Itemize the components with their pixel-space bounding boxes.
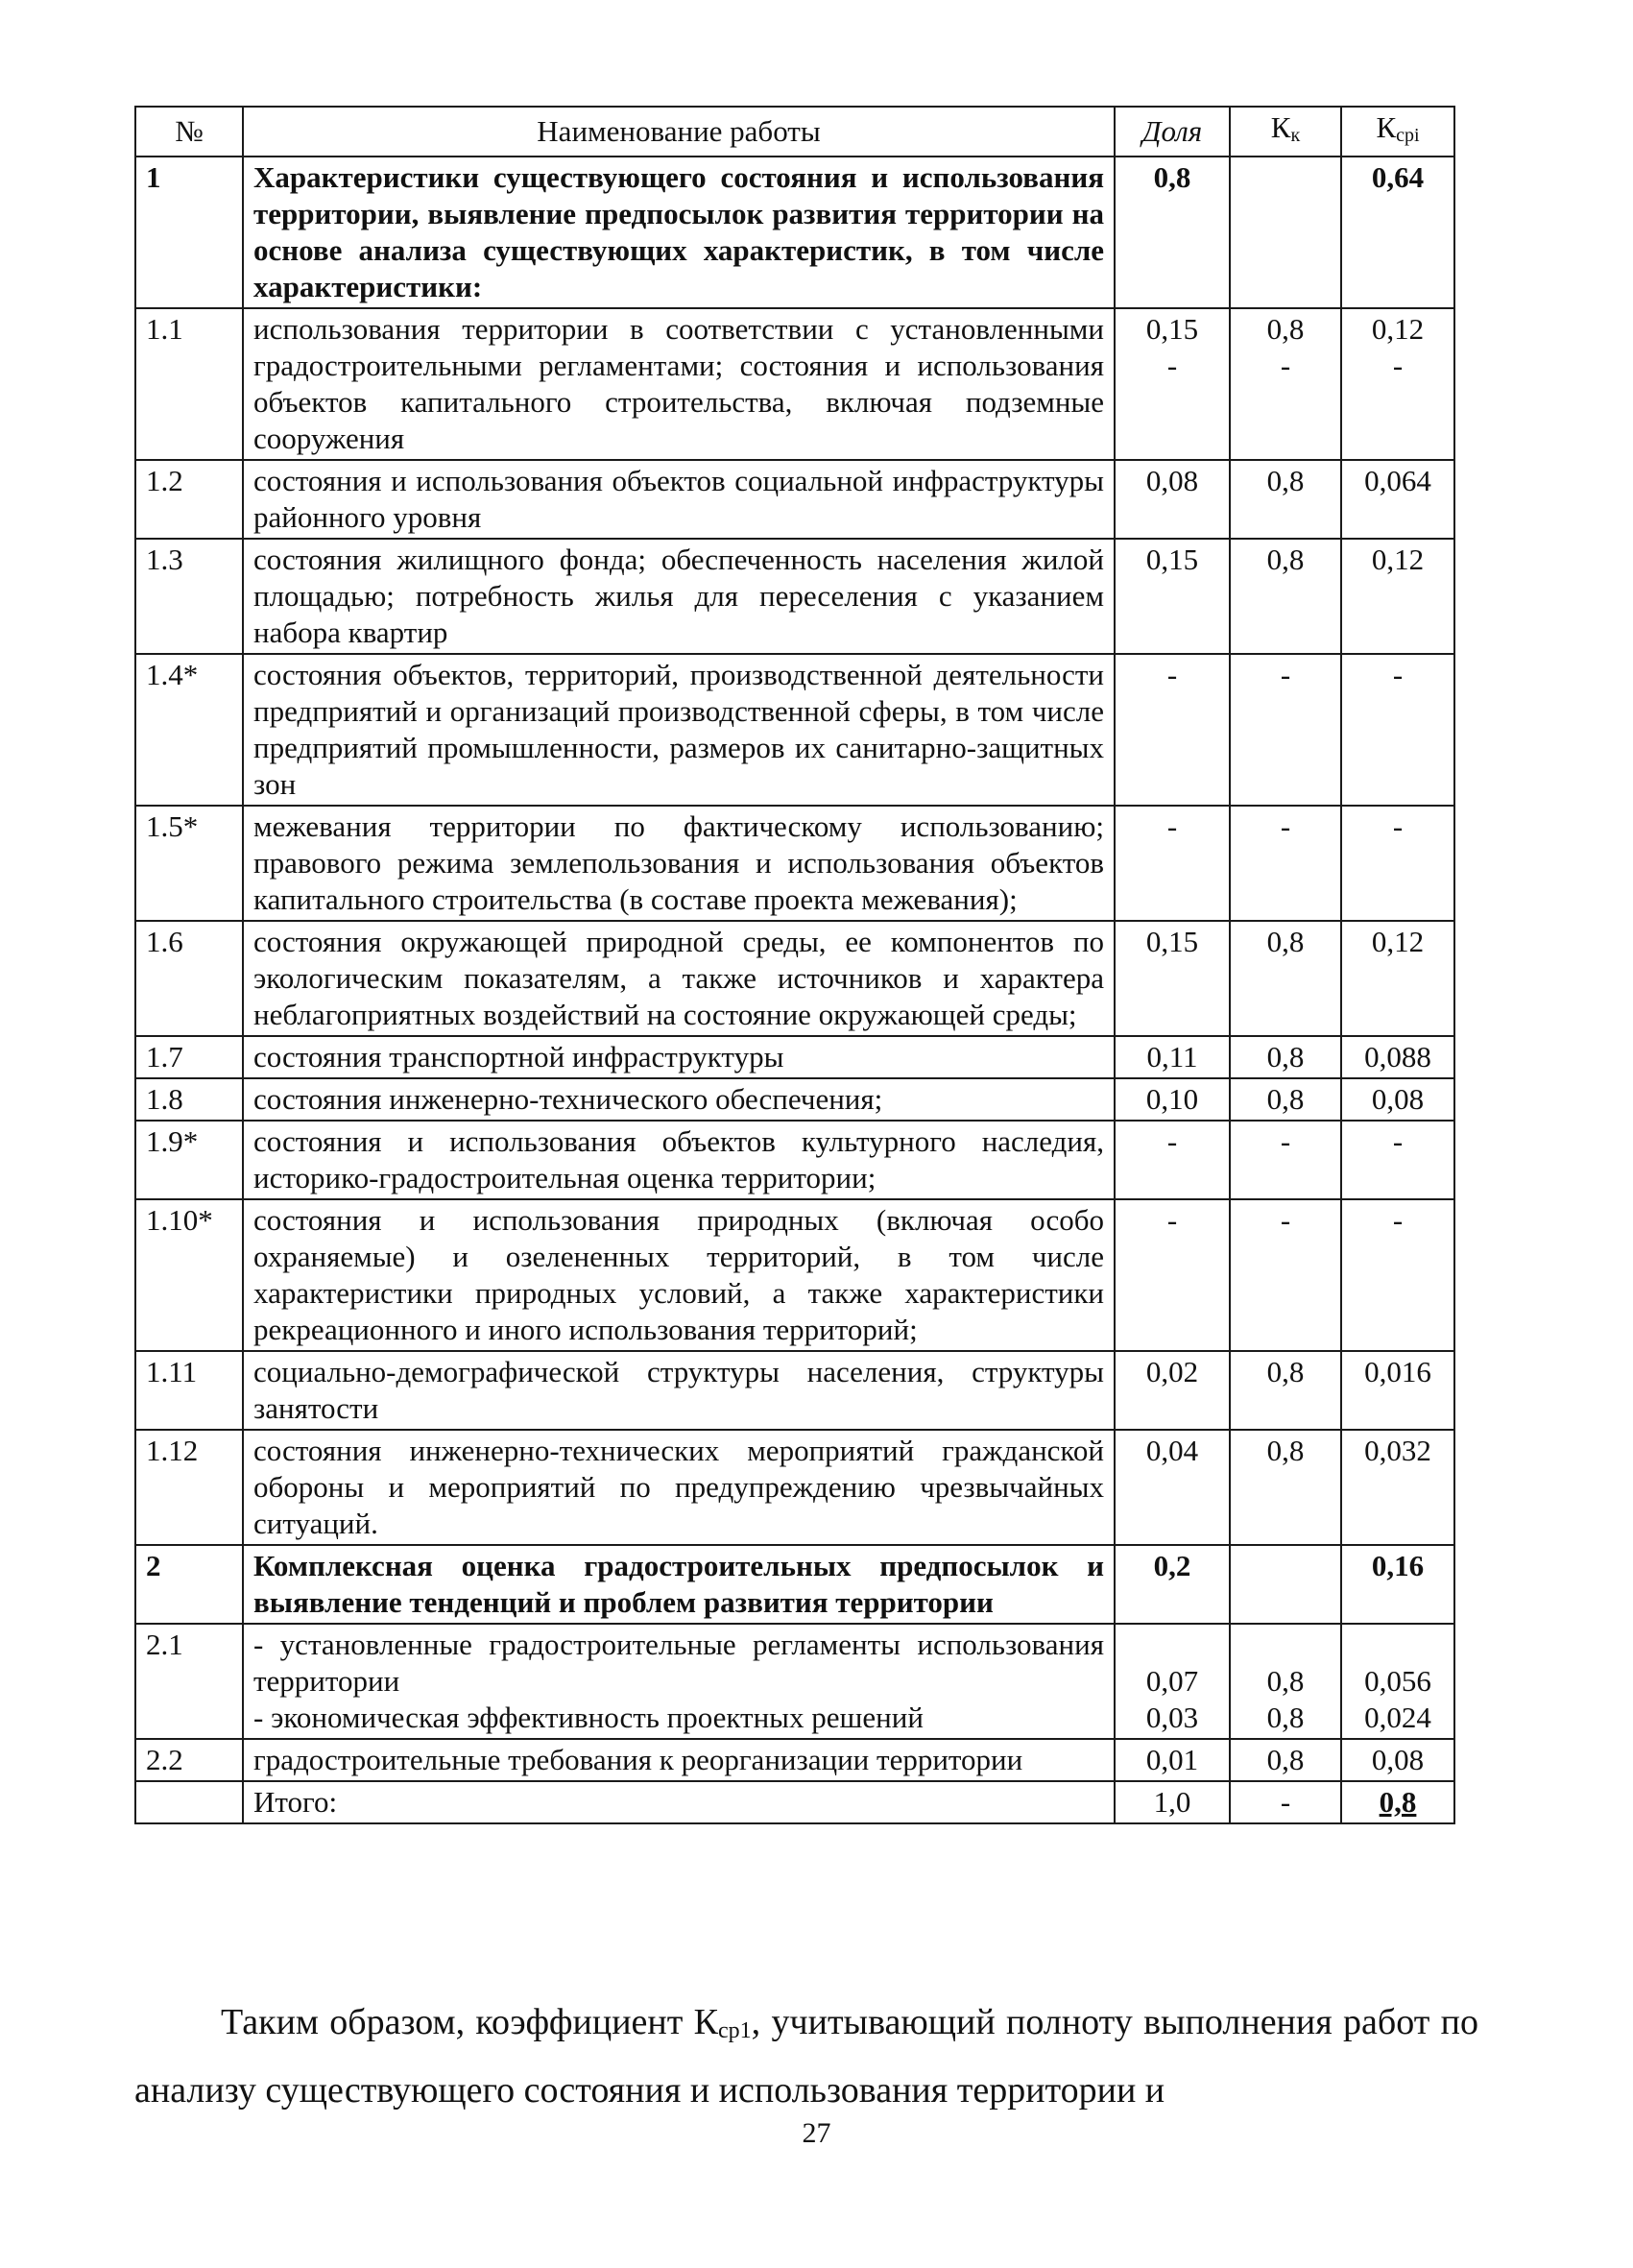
row-kcp: 0,08 <box>1341 1078 1454 1121</box>
row-number <box>135 1781 243 1823</box>
row-kk: 0,8 0,8 <box>1230 1624 1341 1739</box>
table-row <box>135 1121 1454 1199</box>
row-work-name: состояния инженерно-технических мероприятий гражданской обороны и мероприятий по предупреждению чрезвычайных ситуаций. <box>243 1430 1115 1545</box>
row-kcp: - <box>1341 806 1454 921</box>
row-kk: 0,8 <box>1230 539 1341 654</box>
paragraph-text-end: , учитывающий полноту выполнения работ по анализу существующего состояния и использования территории и <box>134 2002 1478 2111</box>
row-kk: - <box>1230 1199 1341 1351</box>
row-kk: 0,8 <box>1230 1036 1341 1078</box>
row-work-name: социально-демографической структуры населения, структуры занятости <box>243 1351 1115 1430</box>
header-work-name: Наименование работы <box>243 107 1115 157</box>
table-row <box>135 1036 1454 1078</box>
row-kcp: 0,088 <box>1341 1036 1454 1078</box>
row-work-name: состояния и использования объектов культурного наследия, историко-градостроительная оценка территории; <box>243 1121 1115 1199</box>
row-kcp: 0,08 <box>1341 1739 1454 1781</box>
row-work-name: - установленные градостроительные регламенты использования территории - экономическая эффективность проектных решений <box>243 1624 1115 1739</box>
row-kk <box>1230 157 1341 308</box>
works-table <box>134 106 1455 1824</box>
row-share: 0,10 <box>1115 1078 1230 1121</box>
row-work-name: состояния транспортной инфраструктуры <box>243 1036 1115 1078</box>
row-share: - <box>1115 806 1230 921</box>
paragraph-text-start: Таким образом, коэффициент К <box>221 2002 719 2042</box>
row-kcp: - <box>1341 1121 1454 1199</box>
row-kcp: 0,12 - <box>1341 308 1454 460</box>
header-kcp: $К_{срi}$ <box>1341 107 1454 157</box>
row-number: 1.9* <box>135 1121 243 1199</box>
row-share: 1,0 <box>1115 1781 1230 1823</box>
row-kcp: 0,16 <box>1341 1545 1454 1624</box>
table-row <box>135 1430 1454 1545</box>
row-share: 0,15 <box>1115 921 1230 1036</box>
row-number: 2 <box>135 1545 243 1624</box>
table-row <box>135 806 1454 921</box>
row-work-name: Комплексная оценка градостроительных предпосылок и выявление тенденций и проблем развития территории <box>243 1545 1115 1624</box>
table-row <box>135 654 1454 806</box>
table-row <box>135 539 1454 654</box>
table-row <box>135 1199 1454 1351</box>
row-kcp: - <box>1341 1199 1454 1351</box>
row-kk <box>1230 1545 1341 1624</box>
row-work-name: состояния инженерно-технического обеспечения; <box>243 1078 1115 1121</box>
row-share: 0,15 <box>1115 539 1230 654</box>
row-kk: 0,8 <box>1230 1078 1341 1121</box>
header-number: № <box>135 107 243 157</box>
row-work-name: состояния объектов, территорий, производственной деятельности предприятий и организаций производственной сферы, в том числе предприятий промышленности, размеров их санитарно-защитных зон <box>243 654 1115 806</box>
row-kk: - <box>1230 654 1341 806</box>
row-kk: 0,8 <box>1230 1739 1341 1781</box>
row-share: 0,11 <box>1115 1036 1230 1078</box>
table-header-row <box>135 107 1454 157</box>
table-row <box>135 157 1454 308</box>
row-number: 2.1 <box>135 1624 243 1739</box>
conclusion-paragraph <box>134 1992 1478 2120</box>
row-work-name: градостроительные требования к реорганизации территории <box>243 1739 1115 1781</box>
row-number: 1.11 <box>135 1351 243 1430</box>
row-kk: - <box>1230 806 1341 921</box>
row-kk: 0,8 <box>1230 1430 1341 1545</box>
row-number: 1.6 <box>135 921 243 1036</box>
row-kcp: 0,12 <box>1341 539 1454 654</box>
row-number: 1.8 <box>135 1078 243 1121</box>
table-row <box>135 1078 1454 1121</box>
row-work-name: Характеристики существующего состояния и использования территории, выявление предпосылок развития территории на основе анализа существующих характеристик, в том числе характеристики: <box>243 157 1115 308</box>
row-share: 0,01 <box>1115 1739 1230 1781</box>
row-kcp: 0,032 <box>1341 1430 1454 1545</box>
row-work-name: состояния и использования природных (включая особо охраняемые) и озелененных территорий, в том числе характеристики природных условий, а также характеристики рекреационного и иного использования территорий; <box>243 1199 1115 1351</box>
row-kk: 0,8 <box>1230 1351 1341 1430</box>
paragraph-subscript: ср1 <box>718 2018 752 2043</box>
row-kcp: 0,8 <box>1341 1781 1454 1823</box>
row-kcp: 0,056 0,024 <box>1341 1624 1454 1739</box>
row-number: 2.2 <box>135 1739 243 1781</box>
row-kcp: 0,064 <box>1341 460 1454 539</box>
header-share: Доля <box>1115 107 1230 157</box>
row-kk: - <box>1230 1781 1341 1823</box>
row-share: 0,8 <box>1115 157 1230 308</box>
row-work-name: Итого: <box>243 1781 1115 1823</box>
table-row <box>135 1351 1454 1430</box>
row-kcp: 0,64 <box>1341 157 1454 308</box>
row-kcp: - <box>1341 654 1454 806</box>
row-work-name: состояния жилищного фонда; обеспеченность населения жилой площадью; потребность жилья для переселения с указанием набора квартир <box>243 539 1115 654</box>
row-work-name: межевания территории по фактическому использованию; правового режима землепользования и использования объектов капитального строительства (в составе проекта межевания); <box>243 806 1115 921</box>
row-kk: 0,8 <box>1230 921 1341 1036</box>
row-number: 1.3 <box>135 539 243 654</box>
row-share: 0,02 <box>1115 1351 1230 1430</box>
row-share: 0,08 <box>1115 460 1230 539</box>
row-kk: 0,8 - <box>1230 308 1341 460</box>
table-row <box>135 460 1454 539</box>
row-number: 1.4* <box>135 654 243 806</box>
row-number: 1 <box>135 157 243 308</box>
row-kcp: 0,12 <box>1341 921 1454 1036</box>
row-number: 1.7 <box>135 1036 243 1078</box>
row-share: - <box>1115 1199 1230 1351</box>
row-number: 1.2 <box>135 460 243 539</box>
row-kk: - <box>1230 1121 1341 1199</box>
table-row <box>135 1545 1454 1624</box>
table-row <box>135 1624 1454 1739</box>
table-row <box>135 921 1454 1036</box>
total-row <box>135 1781 1454 1823</box>
row-work-name: использования территории в соответствии с установленными градостроительными регламентами; состояния и использования объектов капитального строительства, включая подземные сооружения <box>243 308 1115 460</box>
row-share: - <box>1115 1121 1230 1199</box>
row-share: 0,2 <box>1115 1545 1230 1624</box>
table-body <box>135 157 1454 1823</box>
row-share: 0,04 <box>1115 1430 1230 1545</box>
row-kcp: 0,016 <box>1341 1351 1454 1430</box>
table-row <box>135 1739 1454 1781</box>
row-kk: 0,8 <box>1230 460 1341 539</box>
row-share: 0,07 0,03 <box>1115 1624 1230 1739</box>
header-kk: $К_к$ <box>1230 107 1341 157</box>
page-number: 27 <box>802 2117 831 2149</box>
row-work-name: состояния окружающей природной среды, ее компонентов по экологическим показателям, а также источников и характера неблагоприятных воздействий на состояние окружающей среды; <box>243 921 1115 1036</box>
row-number: 1.12 <box>135 1430 243 1545</box>
row-share: - <box>1115 654 1230 806</box>
row-work-name: состояния и использования объектов социальной инфраструктуры районного уровня <box>243 460 1115 539</box>
row-number: 1.1 <box>135 308 243 460</box>
row-share: 0,15 - <box>1115 308 1230 460</box>
table-row <box>135 308 1454 460</box>
row-number: 1.10* <box>135 1199 243 1351</box>
row-number: 1.5* <box>135 806 243 921</box>
